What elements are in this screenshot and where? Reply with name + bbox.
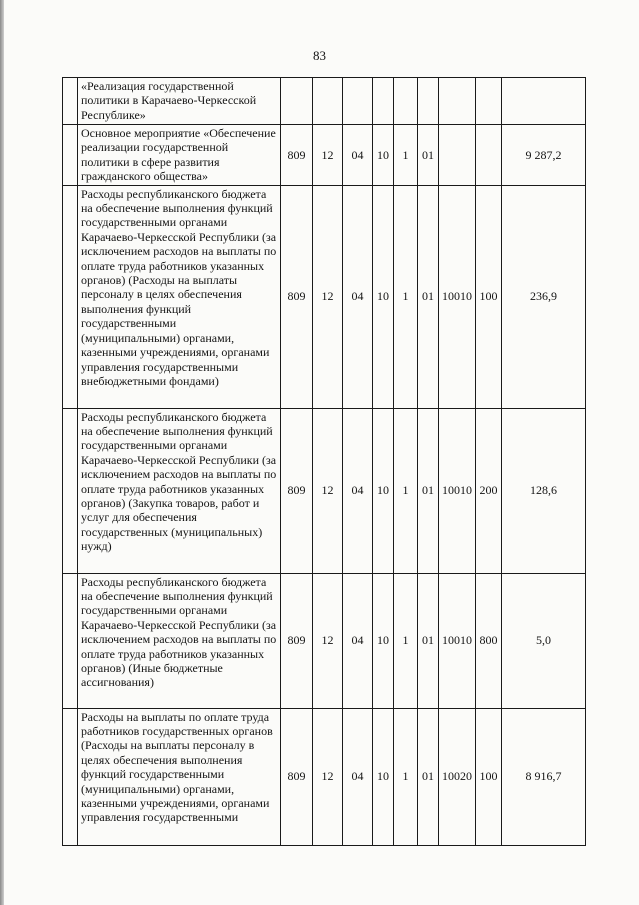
expense-type-cell <box>476 125 502 186</box>
amount-cell: 128,6 <box>502 408 586 573</box>
table-row <box>63 125 586 186</box>
subprogram-cell <box>394 78 418 125</box>
amount-cell: 5,0 <box>502 573 586 708</box>
description-cell: Расходы республиканского бюджета на обеспечение выполнения функций государственными органами Карачаево-Черкесской Республики (за исключением расходов на выплаты по оплате труда работников указанных органов) (Расходы на выплаты персоналу в целях обеспечения выполнения функций государственными (муниципальными) органами, казенными учреждениями, органами управления государственными внебюджетными фондами) <box>78 185 281 408</box>
measure-cell: 01 <box>418 125 439 186</box>
table-row <box>63 185 586 408</box>
subsection-cell: 04 <box>343 708 373 845</box>
amount-cell: 236,9 <box>502 185 586 408</box>
direction-cell <box>439 78 476 125</box>
program-cell: 10 <box>373 708 394 845</box>
expense-type-cell: 200 <box>476 408 502 573</box>
direction-cell: 10010 <box>439 408 476 573</box>
expense-type-cell <box>476 78 502 125</box>
section-cell: 12 <box>313 185 343 408</box>
amount-cell: 9 287,2 <box>502 125 586 186</box>
section-cell: 12 <box>313 573 343 708</box>
row-margin-cell <box>63 708 78 845</box>
subsection-cell: 04 <box>343 573 373 708</box>
program-cell: 10 <box>373 408 394 573</box>
table-row <box>63 408 586 573</box>
program-cell: 10 <box>373 185 394 408</box>
row-margin-cell <box>63 125 78 186</box>
subsection-cell: 04 <box>343 125 373 186</box>
subsection-cell: 04 <box>343 185 373 408</box>
budget-table <box>62 77 586 846</box>
code-cell: 809 <box>281 185 313 408</box>
program-cell: 10 <box>373 125 394 186</box>
section-cell: 12 <box>313 708 343 845</box>
code-cell: 809 <box>281 408 313 573</box>
code-cell: 809 <box>281 573 313 708</box>
subsection-cell: 04 <box>343 408 373 573</box>
code-cell: 809 <box>281 708 313 845</box>
direction-cell: 10020 <box>439 708 476 845</box>
page-number: 83 <box>313 48 326 63</box>
measure-cell: 01 <box>418 185 439 408</box>
code-cell <box>281 78 313 125</box>
description-cell: Расходы республиканского бюджета на обеспечение выполнения функций государственными органами Карачаево-Черкесской Республики (за исключением расходов на выплаты по оплате труда работников указанных органов) (Иные бюджетные ассигнования) <box>78 573 281 708</box>
description-cell: Расходы республиканского бюджета на обеспечение выполнения функций государственными органами Карачаево-Черкесской Республики (за исключением расходов на выплаты по оплате труда работников указанных органов) (Закупка товаров, работ и услуг для обеспечения государственных (муниципальных) нужд) <box>78 408 281 573</box>
expense-type-cell: 100 <box>476 185 502 408</box>
table-row <box>63 708 586 845</box>
description-cell: «Реализация государственной политики в Карачаево-Черкесской Республике» <box>78 78 281 125</box>
description-cell: Основное мероприятие «Обеспечение реализации государственной политики в сфере развития гражданского общества» <box>78 125 281 186</box>
subprogram-cell: 1 <box>394 708 418 845</box>
row-margin-cell <box>63 78 78 125</box>
direction-cell <box>439 125 476 186</box>
measure-cell <box>418 78 439 125</box>
measure-cell: 01 <box>418 408 439 573</box>
table-row <box>63 573 586 708</box>
section-cell: 12 <box>313 408 343 573</box>
description-cell: Расходы на выплаты по оплате труда работников государственных органов (Расходы на выплаты персоналу в целях обеспечения выполнения функций государственными (муниципальными) органами, казенными учреждениями, органами управления государственными <box>78 708 281 845</box>
section-cell: 12 <box>313 125 343 186</box>
section-cell <box>313 78 343 125</box>
measure-cell: 01 <box>418 573 439 708</box>
scan-edge-shadow <box>0 0 4 905</box>
measure-cell: 01 <box>418 708 439 845</box>
direction-cell: 10010 <box>439 185 476 408</box>
subprogram-cell: 1 <box>394 185 418 408</box>
row-margin-cell <box>63 408 78 573</box>
code-cell: 809 <box>281 125 313 186</box>
table-row <box>63 78 586 125</box>
amount-cell <box>502 78 586 125</box>
expense-type-cell: 800 <box>476 573 502 708</box>
subsection-cell <box>343 78 373 125</box>
program-cell: 10 <box>373 573 394 708</box>
row-margin-cell <box>63 185 78 408</box>
subprogram-cell: 1 <box>394 573 418 708</box>
row-margin-cell <box>63 573 78 708</box>
expense-type-cell: 100 <box>476 708 502 845</box>
subprogram-cell: 1 <box>394 408 418 573</box>
program-cell <box>373 78 394 125</box>
amount-cell: 8 916,7 <box>502 708 586 845</box>
direction-cell: 10010 <box>439 573 476 708</box>
subprogram-cell: 1 <box>394 125 418 186</box>
